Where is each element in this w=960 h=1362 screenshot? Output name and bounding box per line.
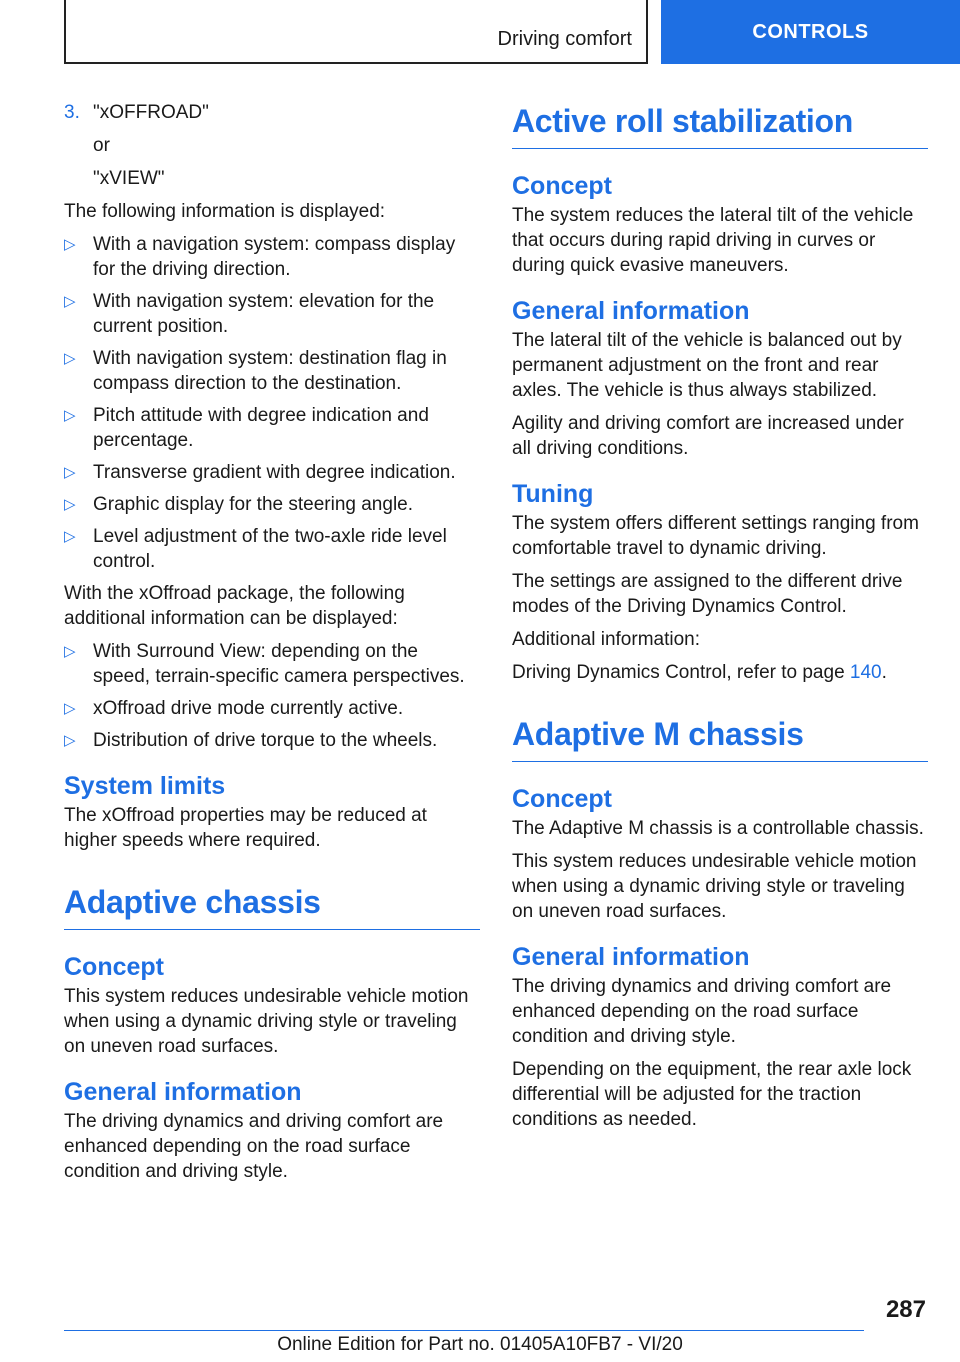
triangle-bullet-icon: ▷ (64, 496, 76, 513)
list-item: ▷ Distribution of drive torque to the wheels. (64, 730, 438, 751)
triangle-bullet-icon: ▷ (64, 293, 76, 310)
item-or: or (93, 135, 110, 156)
tuning-text-2: The settings are assigned to the different drive modes of the Driving Dynamics Control. (512, 571, 903, 617)
list-item: ▷ Transverse gradient with degree indication. (64, 462, 456, 483)
m-general-info-heading: General information (512, 943, 750, 971)
footer-divider (64, 1330, 864, 1331)
general-info-heading: General information (64, 1078, 302, 1106)
header-frame (64, 0, 648, 64)
edition-footer: Online Edition for Part no. 01405A10FB7 - VI/20 (277, 1334, 683, 1355)
m-concept-text-1: The Adaptive M chassis is a controllable chassis. (512, 818, 924, 839)
general-info-heading: General information (512, 297, 750, 325)
list-item: ▷ Pitch attitude with degree indication and percentage. (64, 405, 429, 451)
xoffroad-list (64, 639, 480, 753)
concept-heading: Concept (512, 172, 612, 200)
item-text: "xOFFROAD" (93, 102, 209, 123)
triangle-bullet-icon: ▷ (64, 464, 76, 481)
chapter-tab[interactable]: CONTROLS (661, 0, 960, 64)
displayed-intro: The following information is displayed: (64, 201, 386, 222)
xoffroad-intro: With the xOffroad package, the following additional information can be displayed: (64, 583, 405, 629)
triangle-bullet-icon: ▷ (64, 700, 76, 717)
triangle-bullet-icon: ▷ (64, 528, 76, 545)
numbered-item-3 (64, 100, 480, 125)
tuning-text-1: The system offers different settings ranging from comfortable travel to dynamic driving. (512, 513, 919, 559)
concept-text: This system reduces undesirable vehicle motion when using a dynamic driving style or traveling on uneven road surfaces. (64, 986, 469, 1057)
system-limits-text: The xOffroad properties may be reduced at higher speeds where required. (64, 805, 427, 851)
m-concept-heading: Concept (512, 785, 612, 813)
list-item: ▷ Level adjustment of the two-axle ride level control. (64, 526, 447, 572)
triangle-bullet-icon: ▷ (64, 732, 76, 749)
list-item: ▷ xOffroad drive mode currently active. (64, 698, 404, 719)
active-roll-heading: Active roll stabilization (512, 102, 928, 149)
item-alt: "xVIEW" (93, 168, 165, 189)
general-info-text: The driving dynamics and driving comfort are enhanced depending on the road surface condition and driving style. (64, 1111, 444, 1182)
list-item: ▷ With Surround View: depending on the speed, terrain-specific camera perspectives. (64, 641, 465, 687)
triangle-bullet-icon: ▷ (64, 643, 76, 660)
page-reference: Driving Dynamics Control, refer to page 140. (512, 662, 887, 683)
additional-info-label: Additional information: (512, 629, 700, 650)
system-limits-heading: System limits (64, 772, 226, 800)
page-link[interactable]: 140 (849, 662, 882, 683)
general-info-text-1: The lateral tilt of the vehicle is balanced out by permanent adjustment on the front and rear axles. The vehicle is thus always stabilized. (512, 330, 902, 401)
tuning-heading: Tuning (512, 480, 594, 508)
list-item: ▷ With a navigation system: compass display for the driving direction. (64, 234, 456, 280)
left-column (64, 100, 480, 1192)
right-column (512, 100, 928, 1140)
list-item: ▷ With navigation system: elevation for the current position. (64, 291, 435, 337)
list-item: ▷ With navigation system: destination flag in compass direction to the destination. (64, 348, 447, 394)
displayed-list (64, 232, 480, 574)
triangle-bullet-icon: ▷ (64, 407, 76, 424)
concept-heading: Concept (64, 953, 164, 981)
general-info-text-2: Agility and driving comfort are increased under all driving conditions. (512, 413, 904, 459)
page-number: 287 (885, 1296, 926, 1323)
m-general-info-text-1: The driving dynamics and driving comfort are enhanced depending on the road surface condition and driving style. (512, 976, 892, 1047)
m-general-info-text-2: Depending on the equipment, the rear axle lock differential will be adjusted for the traction conditions as needed. (512, 1059, 912, 1130)
triangle-bullet-icon: ▷ (64, 236, 76, 253)
item-number: 3. (64, 102, 80, 123)
list-item: ▷ Graphic display for the steering angle. (64, 494, 414, 515)
concept-text: The system reduces the lateral tilt of the vehicle that occurs during rapid driving in curves or during quick evasive maneuvers. (512, 205, 914, 276)
triangle-bullet-icon: ▷ (64, 350, 76, 367)
section-title: Driving comfort (497, 28, 632, 50)
adaptive-chassis-heading: Adaptive chassis (64, 883, 480, 930)
adaptive-m-heading: Adaptive M chassis (512, 715, 928, 762)
m-concept-text-2: This system reduces undesirable vehicle motion when using a dynamic driving style or traveling on uneven road surfaces. (512, 851, 917, 922)
